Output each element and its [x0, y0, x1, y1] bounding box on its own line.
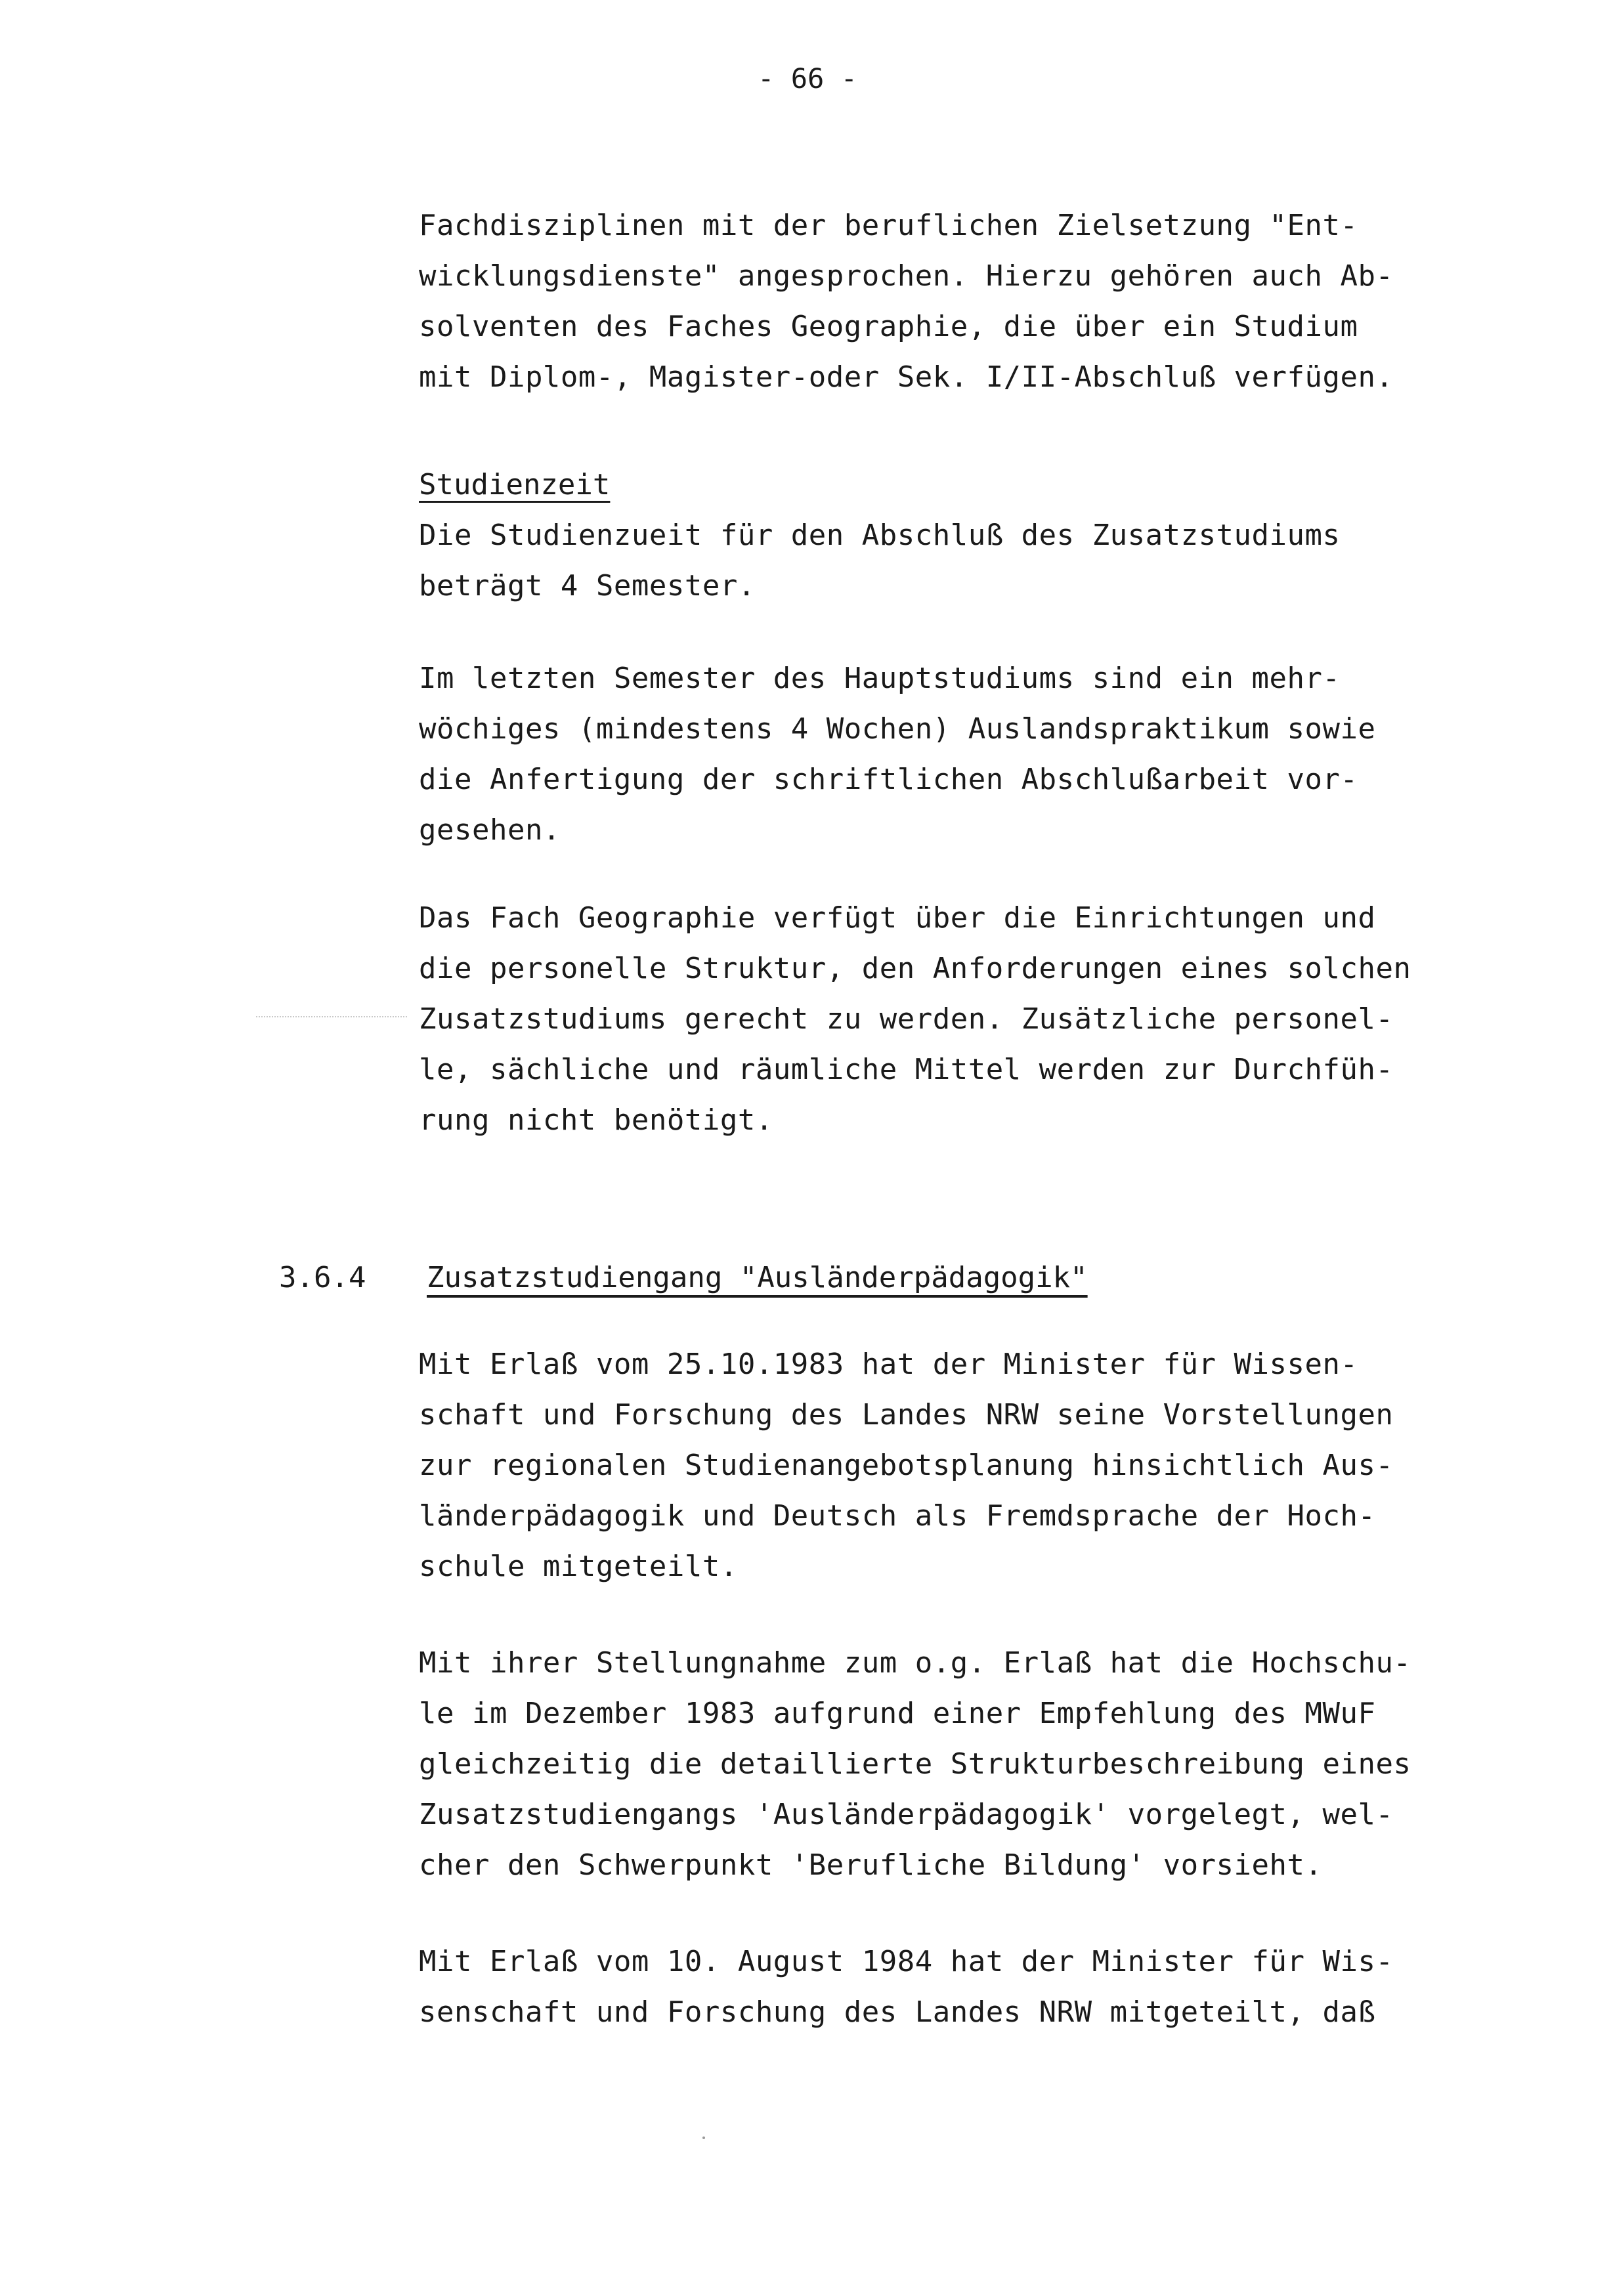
paragraph-geographie [419, 893, 1411, 1145]
section-number: 3.6.4 [279, 1261, 366, 1294]
text-line: Mit Erlaß vom 10. August 1984 hat der Minister für Wis- [419, 1945, 1394, 1978]
text-line: le im Dezember 1983 aufgrund einer Empfehlung des MWuF [419, 1697, 1376, 1730]
text-line: Im letzten Semester des Hauptstudiums sind ein mehr- [419, 662, 1341, 695]
scan-artifact-dots [256, 1016, 407, 1017]
text-line: gesehen. [419, 813, 561, 847]
text-line: solventen des Faches Geographie, die über ein Studium [419, 310, 1358, 343]
paragraph-intro [419, 200, 1394, 402]
text-line: länderpädagogik und Deutsch als Fremdsprache der Hoch- [419, 1499, 1376, 1533]
text-line: senschaft und Forschung des Landes NRW mitgeteilt, daß [419, 1995, 1376, 2029]
text-line: schaft und Forschung des Landes NRW seine Vorstellungen [419, 1398, 1394, 1432]
text-line: rung nicht benötigt. [419, 1103, 773, 1137]
section-studienzeit [419, 459, 1351, 611]
text-line: die Anfertigung der schriftlichen Abschlußarbeit vor- [419, 763, 1358, 796]
page-number: - 66 - [758, 62, 857, 95]
paragraph-erlass-1984 [419, 1936, 1394, 2037]
text-line: die personelle Struktur, den Anforderungen eines solchen [419, 952, 1411, 985]
subheading-studienzeit: Studienzeit [419, 468, 611, 501]
text-line: Mit Erlaß vom 25.10.1983 hat der Minister für Wissen- [419, 1348, 1358, 1381]
text-line: gleichzeitig die detaillierte Strukturbeschreibung eines [419, 1747, 1411, 1781]
text-line: mit Diplom-, Magister-oder Sek. I/II-Abschluß verfügen. [419, 360, 1394, 394]
paragraph-semester [419, 653, 1376, 855]
text-line: Das Fach Geographie verfügt über die Einrichtungen und [419, 901, 1376, 935]
text-line: Zusatzstudiums gerecht zu werden. Zusätzliche personel- [419, 1002, 1394, 1036]
text-line: cher den Schwerpunkt 'Berufliche Bildung' vorsieht. [419, 1848, 1323, 1882]
section-title: Zusatzstudiengang "Ausländerpädagogik" [427, 1261, 1088, 1294]
text-line: schule mitgeteilt. [419, 1550, 738, 1583]
text-line: zur regionalen Studienangebotsplanung hinsichtlich Aus- [419, 1449, 1394, 1482]
text-line: le, sächliche und räumliche Mittel werden zur Durchfüh- [419, 1053, 1394, 1086]
text-line: Zusatzstudiengangs 'Ausländerpädagogik' vorgelegt, wel- [419, 1798, 1394, 1831]
text-line: wicklungsdienste" angesprochen. Hierzu gehören auch Ab- [419, 259, 1394, 293]
text-line: wöchiges (mindestens 4 Wochen) Auslandspraktikum sowie [419, 712, 1376, 746]
paragraph-stellungnahme [419, 1638, 1411, 1890]
scan-artifact-dot [702, 2137, 705, 2139]
text-line: Mit ihrer Stellungnahme zum o.g. Erlaß hat die Hochschu- [419, 1646, 1411, 1680]
text-line: Fachdisziplinen mit der beruflichen Zielsetzung "Ent- [419, 209, 1358, 242]
text-line: Die Studienzueit für den Abschluß des Zusatzstudiums [419, 519, 1341, 552]
paragraph-erlass-1983 [419, 1339, 1394, 1592]
text-line: beträgt 4 Semester. [419, 569, 756, 603]
